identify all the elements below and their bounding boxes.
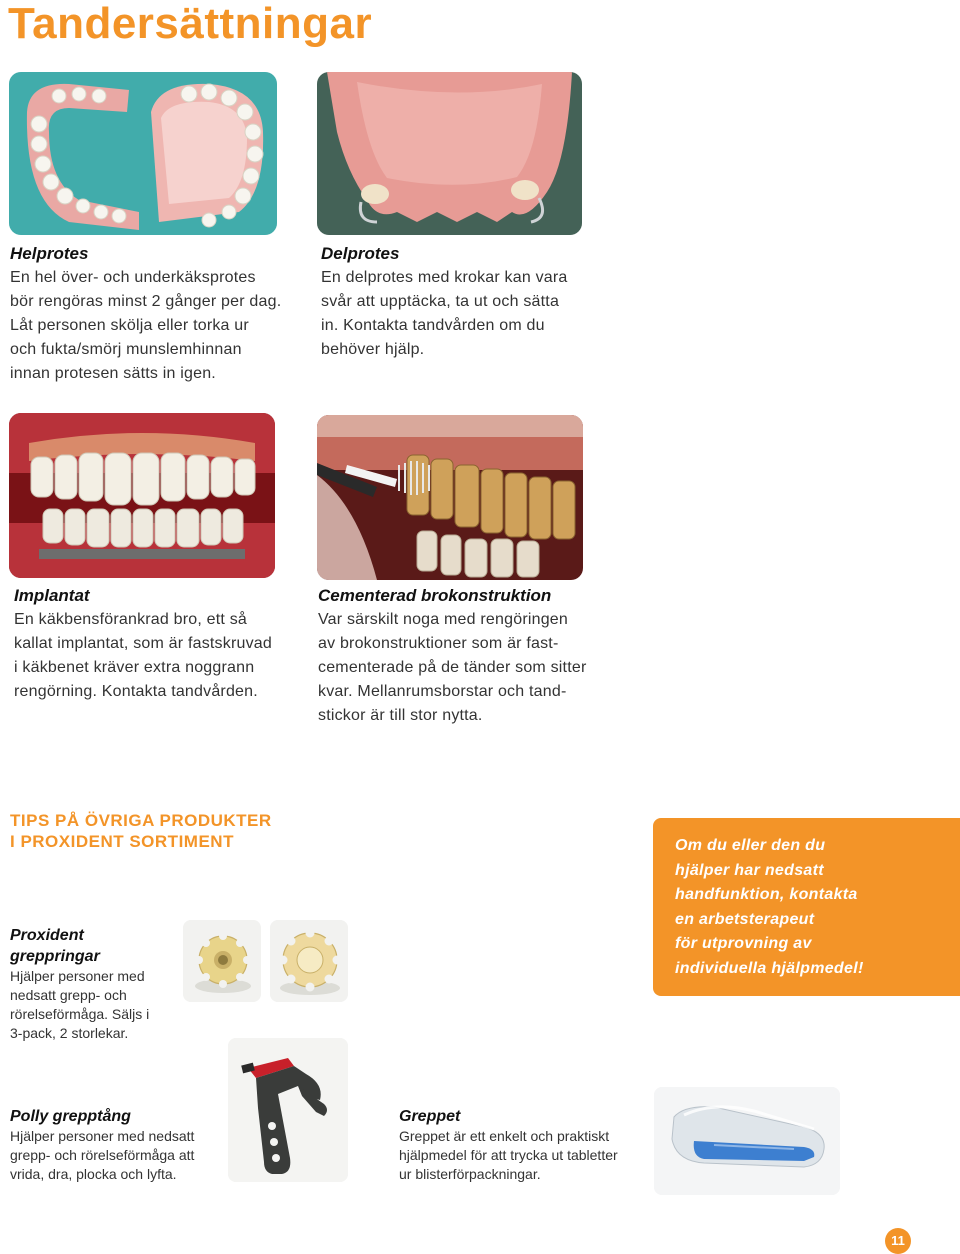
delprotes-line: behöver hjälp. — [321, 341, 425, 358]
greppringar-section — [10, 925, 180, 1043]
helprotes-line: Låt personen skölja eller torka ur — [10, 317, 249, 334]
delprotes-section — [321, 244, 621, 362]
tips-heading — [10, 810, 310, 852]
polly-heading: Polly grepptång — [10, 1108, 131, 1125]
cementerad-line: stickor är till stor nytta. — [318, 707, 483, 724]
partial-denture-photo — [317, 72, 582, 235]
polly-line: vrida, dra, plocka och lyfta. — [10, 1166, 177, 1182]
callout-line: Om du eller den du — [675, 837, 826, 854]
tips-heading-line: I PROXIDENT SORTIMENT — [10, 832, 234, 851]
polly-line: Hjälper personer med nedsatt — [10, 1128, 195, 1144]
helprotes-line: bör rengöras minst 2 gånger per dag. — [10, 293, 282, 310]
grip-ring-large-photo — [270, 920, 348, 1002]
occupational-therapist-callout — [653, 818, 960, 996]
implantat-line: i käkbenet kräver extra noggrann — [14, 659, 255, 676]
delprotes-line: En delprotes med krokar kan vara — [321, 269, 568, 286]
delprotes-line: in. Kontakta tandvården om du — [321, 317, 545, 334]
greppringar-heading-line: greppringar — [10, 948, 100, 965]
implant-bridge-photo — [9, 413, 275, 578]
tips-heading-line: TIPS PÅ ÖVRIGA PRODUKTER — [10, 811, 272, 830]
page-title: Tandersättningar — [8, 0, 373, 48]
implantat-line: rengörning. Kontakta tandvården. — [14, 683, 258, 700]
callout-line: en arbetsterapeut — [675, 910, 815, 928]
page-number: 11 — [885, 1228, 911, 1254]
greppet-line: Greppet är ett enkelt och praktiskt — [399, 1128, 610, 1144]
implantat-line: kallat implantat, som är fastskruvad — [14, 635, 272, 652]
polly-section — [10, 1106, 230, 1184]
greppringar-line: nedsatt grepp- och — [10, 987, 127, 1003]
greppet-heading: Greppet — [399, 1108, 461, 1125]
implantat-line: En käkbensförankrad bro, ett så — [14, 611, 247, 628]
cementerad-line: av brokonstruktioner som är fast- — [318, 635, 559, 652]
helprotes-line: innan protesen sätts in igen. — [10, 365, 216, 382]
cementerad-section — [318, 586, 638, 728]
callout-line: individuella hjälpmedel! — [675, 959, 864, 977]
grip-ring-small-photo — [183, 920, 261, 1002]
blister-pusher-photo — [654, 1087, 840, 1195]
full-denture-photo — [9, 72, 277, 235]
greppringar-heading-line: Proxident — [10, 927, 84, 944]
greppet-line: ur blisterförpackningar. — [399, 1166, 541, 1182]
callout-line: för utprovning av — [675, 935, 812, 952]
cementerad-line: kvar. Mellanrumsborstar och tand- — [318, 683, 567, 700]
greppringar-line: 3-pack, 2 storlekar. — [10, 1025, 129, 1041]
interdental-brush-photo — [317, 415, 583, 580]
cementerad-line: Var särskilt noga med rengöringen — [318, 611, 568, 628]
implantat-section — [14, 586, 314, 704]
delprotes-heading: Delprotes — [321, 244, 400, 263]
callout-line: handfunktion, kontakta — [675, 886, 858, 903]
greppet-line: hjälpmedel för att trycka ut tabletter — [399, 1147, 618, 1163]
helprotes-heading: Helprotes — [10, 244, 89, 263]
callout-line: hjälper har nedsatt — [675, 861, 824, 879]
polly-line: grepp- och rörelseförmåga att — [10, 1147, 195, 1163]
helprotes-line: och fukta/smörj munslemhinnan — [10, 341, 242, 358]
implantat-heading: Implantat — [14, 586, 90, 605]
greppringar-line: rörelseförmåga. Säljs i — [10, 1006, 150, 1022]
greppet-section — [399, 1106, 649, 1184]
greppringar-line: Hjälper personer med — [10, 968, 145, 984]
grip-tongs-photo — [228, 1038, 348, 1182]
cementerad-heading: Cementerad brokonstruktion — [318, 586, 552, 605]
helprotes-section — [10, 244, 310, 386]
cementerad-line: cementerade på de tänder som sitter — [318, 659, 587, 676]
helprotes-line: En hel över- och underkäksprotes — [10, 269, 256, 286]
delprotes-line: svår att upptäcka, ta ut och sätta — [321, 293, 560, 310]
